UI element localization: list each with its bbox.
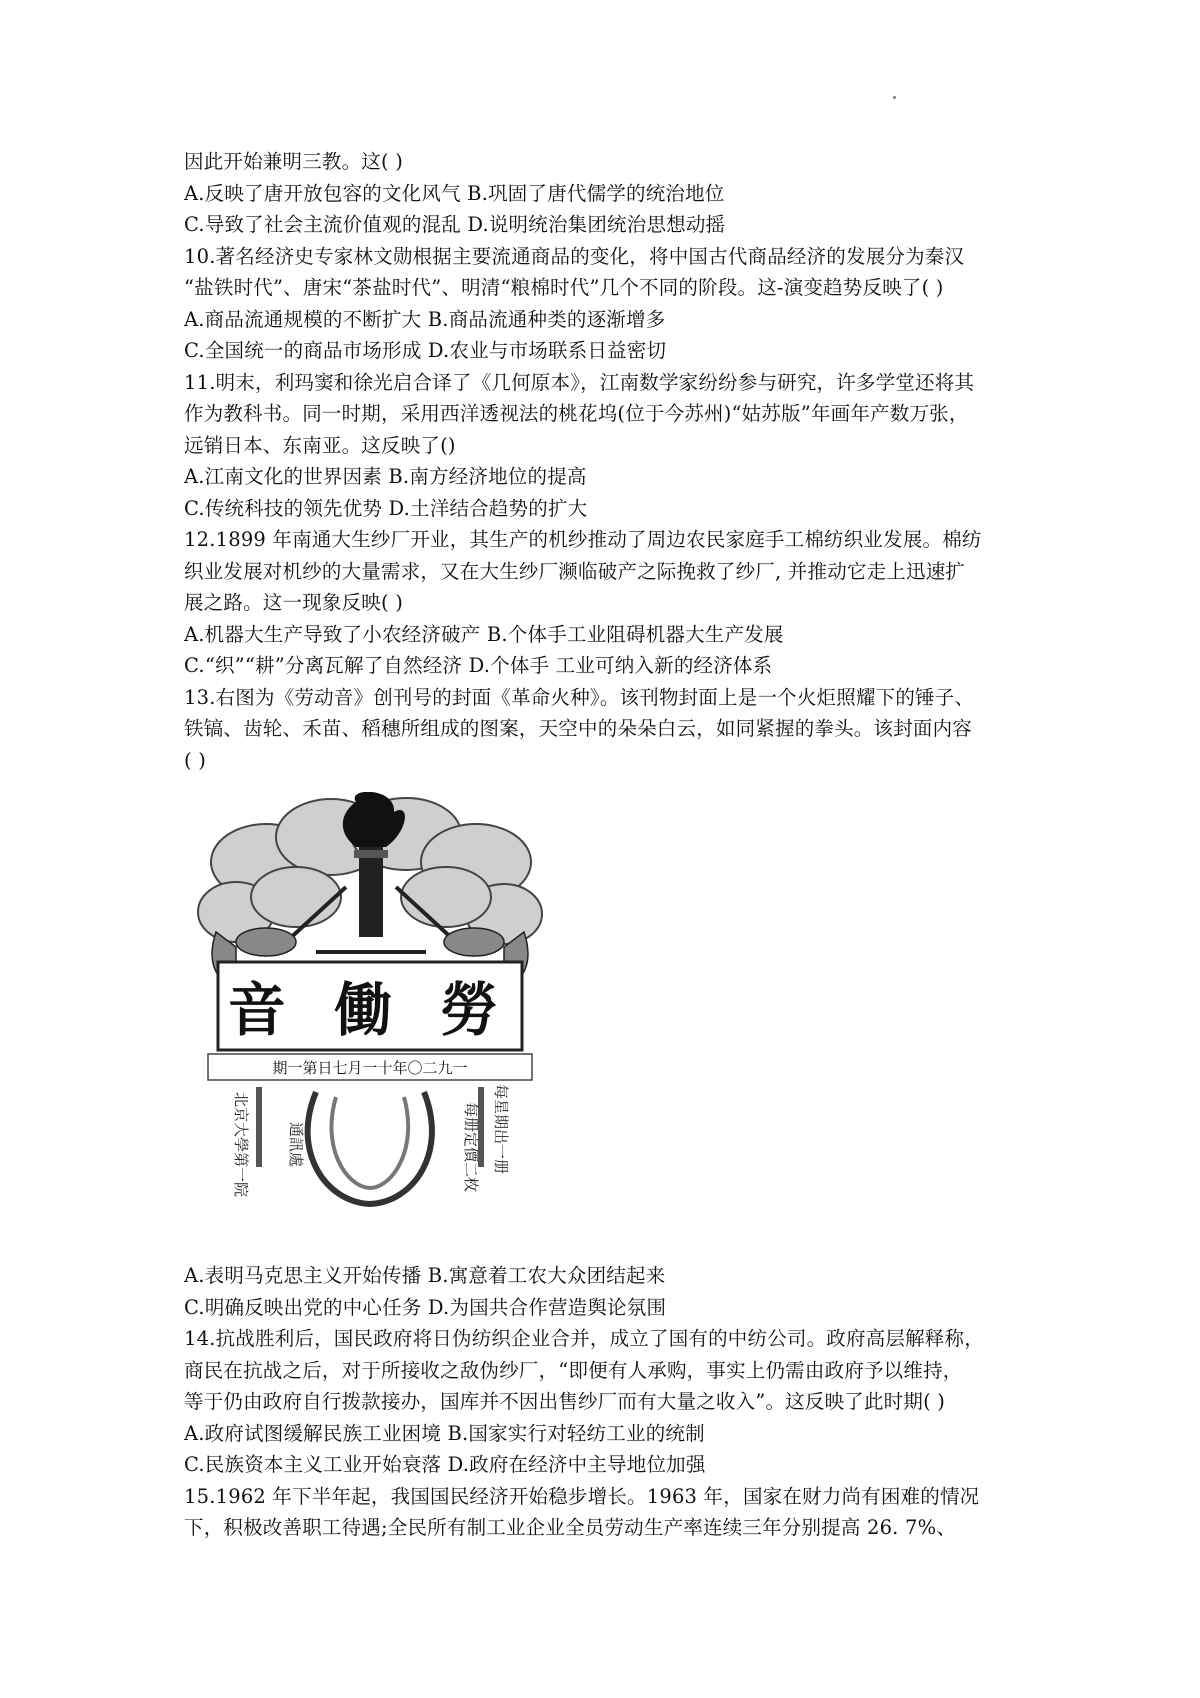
text-line: 作为教科书。同一时期，采用西洋透视法的桃花坞(位于今苏州)“姑苏版”年画年产数万张， [184,402,969,425]
question-text-bottom [184,1260,1044,1544]
text-line: 展之路。这一现象反映( ) [184,591,404,614]
text-line: C.导致了社会主流价值观的混乱 D.说明统治集团统治思想动摇 [184,213,726,236]
svg-text:每星期出一册: 每星期出一册 [492,1084,510,1175]
text-line: A.表明马克思主义开始传播 B.寓意着工农大众团结起来 [184,1264,666,1287]
question-text-top [184,146,1044,776]
text-line: 12.1899 年南通大生纱厂开业，其生产的机纱推动了周边农民家庭手工棉纺织业发展。棉纺 [184,528,982,551]
text-line: “盐铁时代”、唐宋“茶盐时代”、明清“粮棉时代”几个不同的阶段。这-演变趋势反映了( ) [184,276,944,299]
svg-text:通訊處: 通訊處 [287,1122,305,1168]
text-line: A.商品流通规模的不断扩大 B.商品流通种类的逐渐增多 [184,307,666,331]
text-line: 商民在抗战之后，对于所接收之敌伪纱厂，“即便有人承购，事实上仍需由政府予以维持， [184,1358,963,1382]
svg-text:每册定價二枚: 每册定價二枚 [462,1102,480,1193]
text-line: ( ) [184,748,207,772]
text-line: C.明确反映出党的中心任务 D.为国共合作营造舆论氛围 [184,1295,667,1319]
text-line: 铁镐、齿轮、禾苗、稻穗所组成的图案，天空中的朵朵白云，如同紧握的拳头。该封面内容 [184,717,973,740]
issue-date-line: 期一第日七月一十年〇二九一 [272,1059,468,1077]
text-line: C.民族资本主义工业开始衰落 D.政府在经济中主导地位加强 [184,1453,706,1476]
scan-speck [893,96,896,99]
text-line: A.机器大生产导致了小农经济破产 B.个体手工业阻碍机器大生产发展 [184,622,784,646]
text-line: C.全国统一的商品市场形成 D.农业与市场联系日益密切 [184,339,667,362]
text-line: 因此开始兼明三教。这( ) [184,150,404,173]
svg-text:北京大學第一院: 北京大學第一院 [232,1092,250,1198]
text-line: 等于仍由政府自行拨款接办，国库并不因出售纱厂而有大量之收入”。这反映了此时期( ) [184,1390,946,1413]
side-text-left [232,1092,305,1197]
text-line: 远销日本、东南亚。这反映了() [184,433,456,457]
text-line: 下，积极改善职工待遇;全民所有制工业企业全员劳动生产率连续三年分别提高 26. 7%、 [184,1516,957,1539]
text-line: C.“织”“耕”分离瓦解了自然经济 D.个体手 工业可纳入新的经济体系 [184,654,773,677]
magazine-cover-image [196,792,544,1217]
text-line: A.政府试图缓解民族工业困境 B.国家实行对轻纺工业的统制 [184,1421,705,1445]
text-line: A.反映了唐开放包容的文化风气 B.巩固了唐代儒学的统治地位 [184,181,725,205]
side-text-right [462,1084,510,1192]
text-line: 11.明末，利玛窦和徐光启合译了《几何原本》，江南数学家纷纷参与研究，许多学堂还将其 [184,370,975,394]
text-line: 14.抗战胜利后，国民政府将日伪纺织企业合并，成立了国有的中纺公司。政府高层解释称， [184,1327,984,1350]
text-line: A.江南文化的世界因素 B.南方经济地位的提高 [184,465,587,488]
masthead-title: 音 働 勞 [227,976,513,1044]
text-line: 10.著名经济史专家林文勋根据主要流通商品的变化，将中国古代商品经济的发展分为秦汉 [184,244,965,268]
text-line: 织业发展对机纱的大量需求，又在大生纱厂濒临破产之际挽救了纱厂, 并推动它走上迅速扩 [184,559,966,583]
text-line: 13.右图为《劳动音》创刊号的封面《革命火种》。该刊物封面上是一个火炬照耀下的锤子、 [184,685,975,709]
wreath-bottom-icon [308,1092,432,1204]
text-line: C.传统科技的领先优势 D.土洋结合趋势的扩大 [184,496,588,520]
text-line: 15.1962 年下半年起，我国国民经济开始稳步增长。1963 年，国家在财力尚有困难的情况 [184,1484,980,1508]
